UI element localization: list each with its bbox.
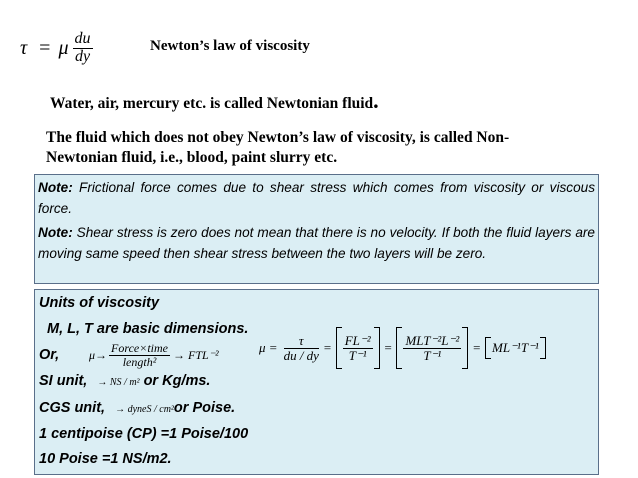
mlt-numerator: MLT⁻²L⁻² — [405, 332, 460, 348]
ftl-fraction — [343, 334, 373, 362]
si-unit-label: SI unit, — [39, 373, 88, 389]
mlt-denominator: T⁻¹ — [423, 347, 442, 363]
notes-box — [34, 174, 599, 284]
note-frictional-force — [38, 177, 595, 219]
tau-numerator: τ — [284, 334, 319, 349]
si-unit-math: → NS / m² — [97, 377, 140, 388]
final-bracket — [485, 337, 546, 359]
force-time-formula — [89, 335, 219, 375]
equals-3: = — [472, 340, 482, 355]
newtonian-fluid-text — [50, 88, 379, 114]
ftl-numerator: FL⁻² — [344, 332, 371, 348]
centipoise-line: 1 centipoise (CP) =1 Poise/100 — [39, 426, 249, 442]
fraction-denominator: dy — [74, 47, 91, 65]
force-time-fraction — [109, 342, 170, 368]
note-text: Frictional force comes due to shear stress which comes from viscosity or viscous force. — [38, 180, 595, 216]
tau-over-dudy — [284, 334, 319, 362]
force-time-numerator: Force×time — [111, 340, 168, 355]
note-shear-stress — [38, 222, 595, 264]
note-label: Note: — [38, 180, 73, 195]
du-dy-fraction — [73, 31, 93, 66]
force-time-denominator: length² — [122, 354, 157, 369]
mu-symbol: μ — [58, 36, 69, 59]
note-label: Note: — [38, 225, 73, 240]
note-text: Shear stress is zero does not mean that there is no velocity. If both the fluid layers are moving same speed then shear stress between the two layers will be zero. — [38, 225, 595, 261]
newton-law-formula — [20, 30, 93, 66]
cgs-unit-rest: or Poise. — [173, 400, 236, 416]
dudy-denominator: du / dy — [283, 347, 319, 363]
newton-law-label: Newton’s law of viscosity — [150, 38, 310, 54]
cgs-unit-label: CGS unit, — [39, 400, 106, 416]
dimension-derivation — [259, 322, 546, 374]
newtonian-fluid-sentence: Water, air, mercury etc. is called Newtonian fluid — [50, 95, 374, 112]
non-newtonian-line-1: The fluid which does not obey Newton’s law of viscosity, is called Non- — [46, 129, 510, 146]
mlt-bracket — [396, 327, 468, 369]
equals-sign: = — [39, 36, 51, 59]
poise-line: 10 Poise =1 NS/m2. — [39, 451, 172, 467]
mlt-fraction — [403, 334, 461, 362]
newtonian-fluid-dot: . — [373, 88, 379, 113]
basic-dimensions-text: M, L, T are basic dimensions. — [47, 321, 249, 337]
mu-arrow: μ→ — [89, 347, 108, 362]
units-title: Units of viscosity — [39, 295, 160, 311]
ftl-denominator: T⁻¹ — [348, 347, 367, 363]
non-newtonian-line-2: Newtonian fluid, i.e., blood, paint slurry etc. — [46, 149, 338, 166]
cgs-unit-line — [39, 400, 235, 416]
cgs-unit-math: → dyneS / cm² — [115, 404, 174, 415]
si-unit-rest: or Kg/ms. — [139, 373, 211, 389]
fraction-numerator: du — [74, 29, 91, 47]
units-box — [34, 289, 599, 475]
equals-1: = — [322, 340, 332, 355]
mu-equals: μ = — [259, 340, 278, 355]
si-unit-line — [39, 373, 210, 389]
tau-symbol: τ — [20, 36, 28, 59]
ftl-arrow: → FTL⁻² — [173, 347, 219, 362]
ftl-bracket — [336, 327, 380, 369]
final-dimension: ML⁻¹T⁻¹ — [492, 340, 539, 355]
equals-2: = — [383, 340, 393, 355]
or-label: Or, — [39, 347, 60, 363]
